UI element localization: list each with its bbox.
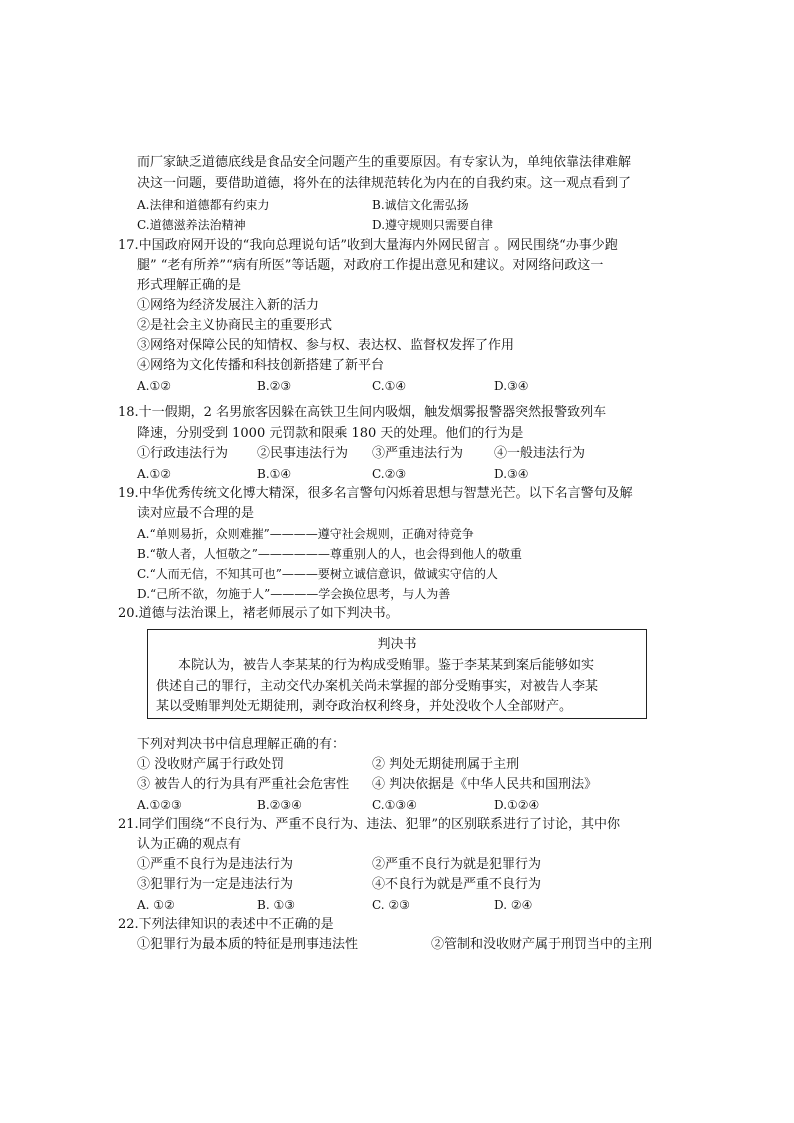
q20-item-4: ④ 判决依据是《中华人民共和国刑法》: [372, 777, 598, 792]
q18-line-2: 降速，分别受到 1000 元罚款和限乘 180 天的处理。他们的行为是: [137, 426, 524, 441]
q17-option-b: B.②③: [257, 379, 292, 393]
q20-item-3: ③ 被告人的行为具有严重社会危害性: [137, 777, 350, 792]
q22-item-2: ②管制和没收财产属于刑罚当中的主刑: [431, 937, 653, 952]
q20-option-c: C.①③④: [372, 798, 417, 812]
q21-item-2: ②严重不良行为就是犯罪行为: [372, 857, 542, 872]
judgment-line-2: 供述自己的罪行，主动交代办案机关尚未掌握的部分受贿事实，对被告人李某: [156, 679, 599, 694]
q17-line-2: 腿” “老有所养”“病有所医”等话题，对政府工作提出意见和建议。对网络问政这一: [137, 258, 604, 273]
q18-item-3: ③严重违法行为: [372, 446, 464, 461]
q20-option-b: B.②③④: [257, 798, 302, 812]
q19-option-d: D.“己所不欲，勿施于人”————学会换位思考，与人为善: [137, 587, 451, 601]
q21-option-b: B. ①③: [257, 898, 295, 912]
q18-item-4: ④一般违法行为: [494, 446, 586, 461]
q18-option-a: A.①②: [137, 467, 171, 481]
q18-line-1: 18.十一假期，2 名男旅客因躲在高铁卫生间内吸烟，触发烟雾报警器突然报警致列车: [118, 405, 607, 420]
q19-line-1: 19.中华优秀传统文化博大精深，很多名言警句闪烁着思想与智慧光芒。以下名言警句及解: [118, 486, 633, 501]
q21-item-1: ①严重不良行为是违法行为: [137, 857, 294, 872]
q18-option-b: B.①④: [257, 467, 292, 481]
q18-option-c: C.②③: [372, 467, 407, 481]
q19-option-c: C.“人而无信，不知其可也”———要树立诚信意识，做诚实守信的人: [137, 567, 498, 581]
q17-item-2: ②是社会主义协商民主的重要形式: [137, 318, 333, 333]
q21-option-a: A. ①②: [137, 898, 175, 912]
q19-option-a: A.“单则易折，众则难摧”————遵守社会规则，正确对待竞争: [137, 527, 474, 541]
intro-option-d: D.遵守规则只需要自律: [372, 218, 494, 232]
q18-item-2: ②民事违法行为: [257, 446, 349, 461]
judgment-title: 判决书: [377, 637, 417, 652]
q18-item-1: ①行政违法行为: [137, 446, 229, 461]
q17-line-1: 17.中国政府网开设的“我向总理说句话”收到大量海内外网民留言 。网民围绕“办事少跑: [118, 238, 618, 253]
q17-option-d: D.③④: [494, 379, 529, 393]
q17-option-c: C.①④: [372, 379, 407, 393]
judgment-line-1: 本院认为，被告人李某某的行为构成受贿罪。鉴于李某某到案后能够如实: [178, 658, 595, 673]
q17-line-3: 形式理解正确的是: [137, 278, 242, 293]
q20-item-2: ② 判处无期徒刑属于主刑: [372, 757, 520, 772]
q20-question: 下列对判决书中信息理解正确的有：: [137, 737, 346, 752]
q20-option-a: A.①②③: [137, 798, 182, 812]
q21-option-c: C. ②③: [372, 898, 410, 912]
intro-option-a: A.法律和道德都有约束力: [137, 198, 270, 212]
q21-line-1: 21.同学们围绕“不良行为、严重不良行为、违法、犯罪”的区别联系进行了讨论，其中你: [118, 817, 620, 832]
q21-item-4: ④不良行为就是严重不良行为: [372, 877, 542, 892]
q21-line-2: 认为正确的观点有: [137, 837, 242, 852]
q19-line-2: 读对应最不合理的是: [137, 506, 255, 521]
q22-item-1: ①犯罪行为最本质的特征是刑事违法性: [137, 937, 359, 952]
q18-option-d: D.③④: [494, 467, 529, 481]
q22-line-1: 22.下列法律知识的表述中不正确的是: [118, 917, 334, 932]
q17-item-1: ①网络为经济发展注入新的活力: [137, 298, 320, 313]
q19-option-b: B.“敬人者，人恒敬之”——————尊重别人的人，也会得到他人的敬重: [137, 547, 522, 561]
q17-item-4: ④网络为文化传播和科技创新搭建了新平台: [137, 358, 385, 373]
judgment-line-3: 某以受贿罪判处无期徒刑，剥夺政治权利终身，并处没收个人全部财产。: [156, 699, 573, 714]
q20-line-1: 20.道德与法治课上，褚老师展示了如下判决书。: [118, 606, 399, 621]
q20-option-d: D.①②④: [494, 798, 540, 812]
intro-option-c: C.道德滋养法治精神: [137, 218, 246, 232]
q17-option-a: A.①②: [137, 379, 171, 393]
intro-option-b: B.诚信文化需弘扬: [372, 198, 469, 212]
q21-option-d: D. ②④: [494, 898, 533, 912]
q21-item-3: ③犯罪行为一定是违法行为: [137, 877, 294, 892]
intro-line-1: 而厂家缺乏道德底线是食品安全问题产生的重要原因。有专家认为，单纯依靠法律难解: [137, 155, 632, 170]
intro-line-2: 决这一问题，要借助道德，将外在的法律规范转化为内在的自我约束。这一观点看到了: [137, 176, 632, 191]
q17-item-3: ③网络对保障公民的知情权、参与权、表达权、监督权发挥了作用: [137, 338, 515, 353]
judgment-box: [147, 629, 647, 719]
q20-item-1: ① 没收财产属于行政处罚: [137, 757, 285, 772]
